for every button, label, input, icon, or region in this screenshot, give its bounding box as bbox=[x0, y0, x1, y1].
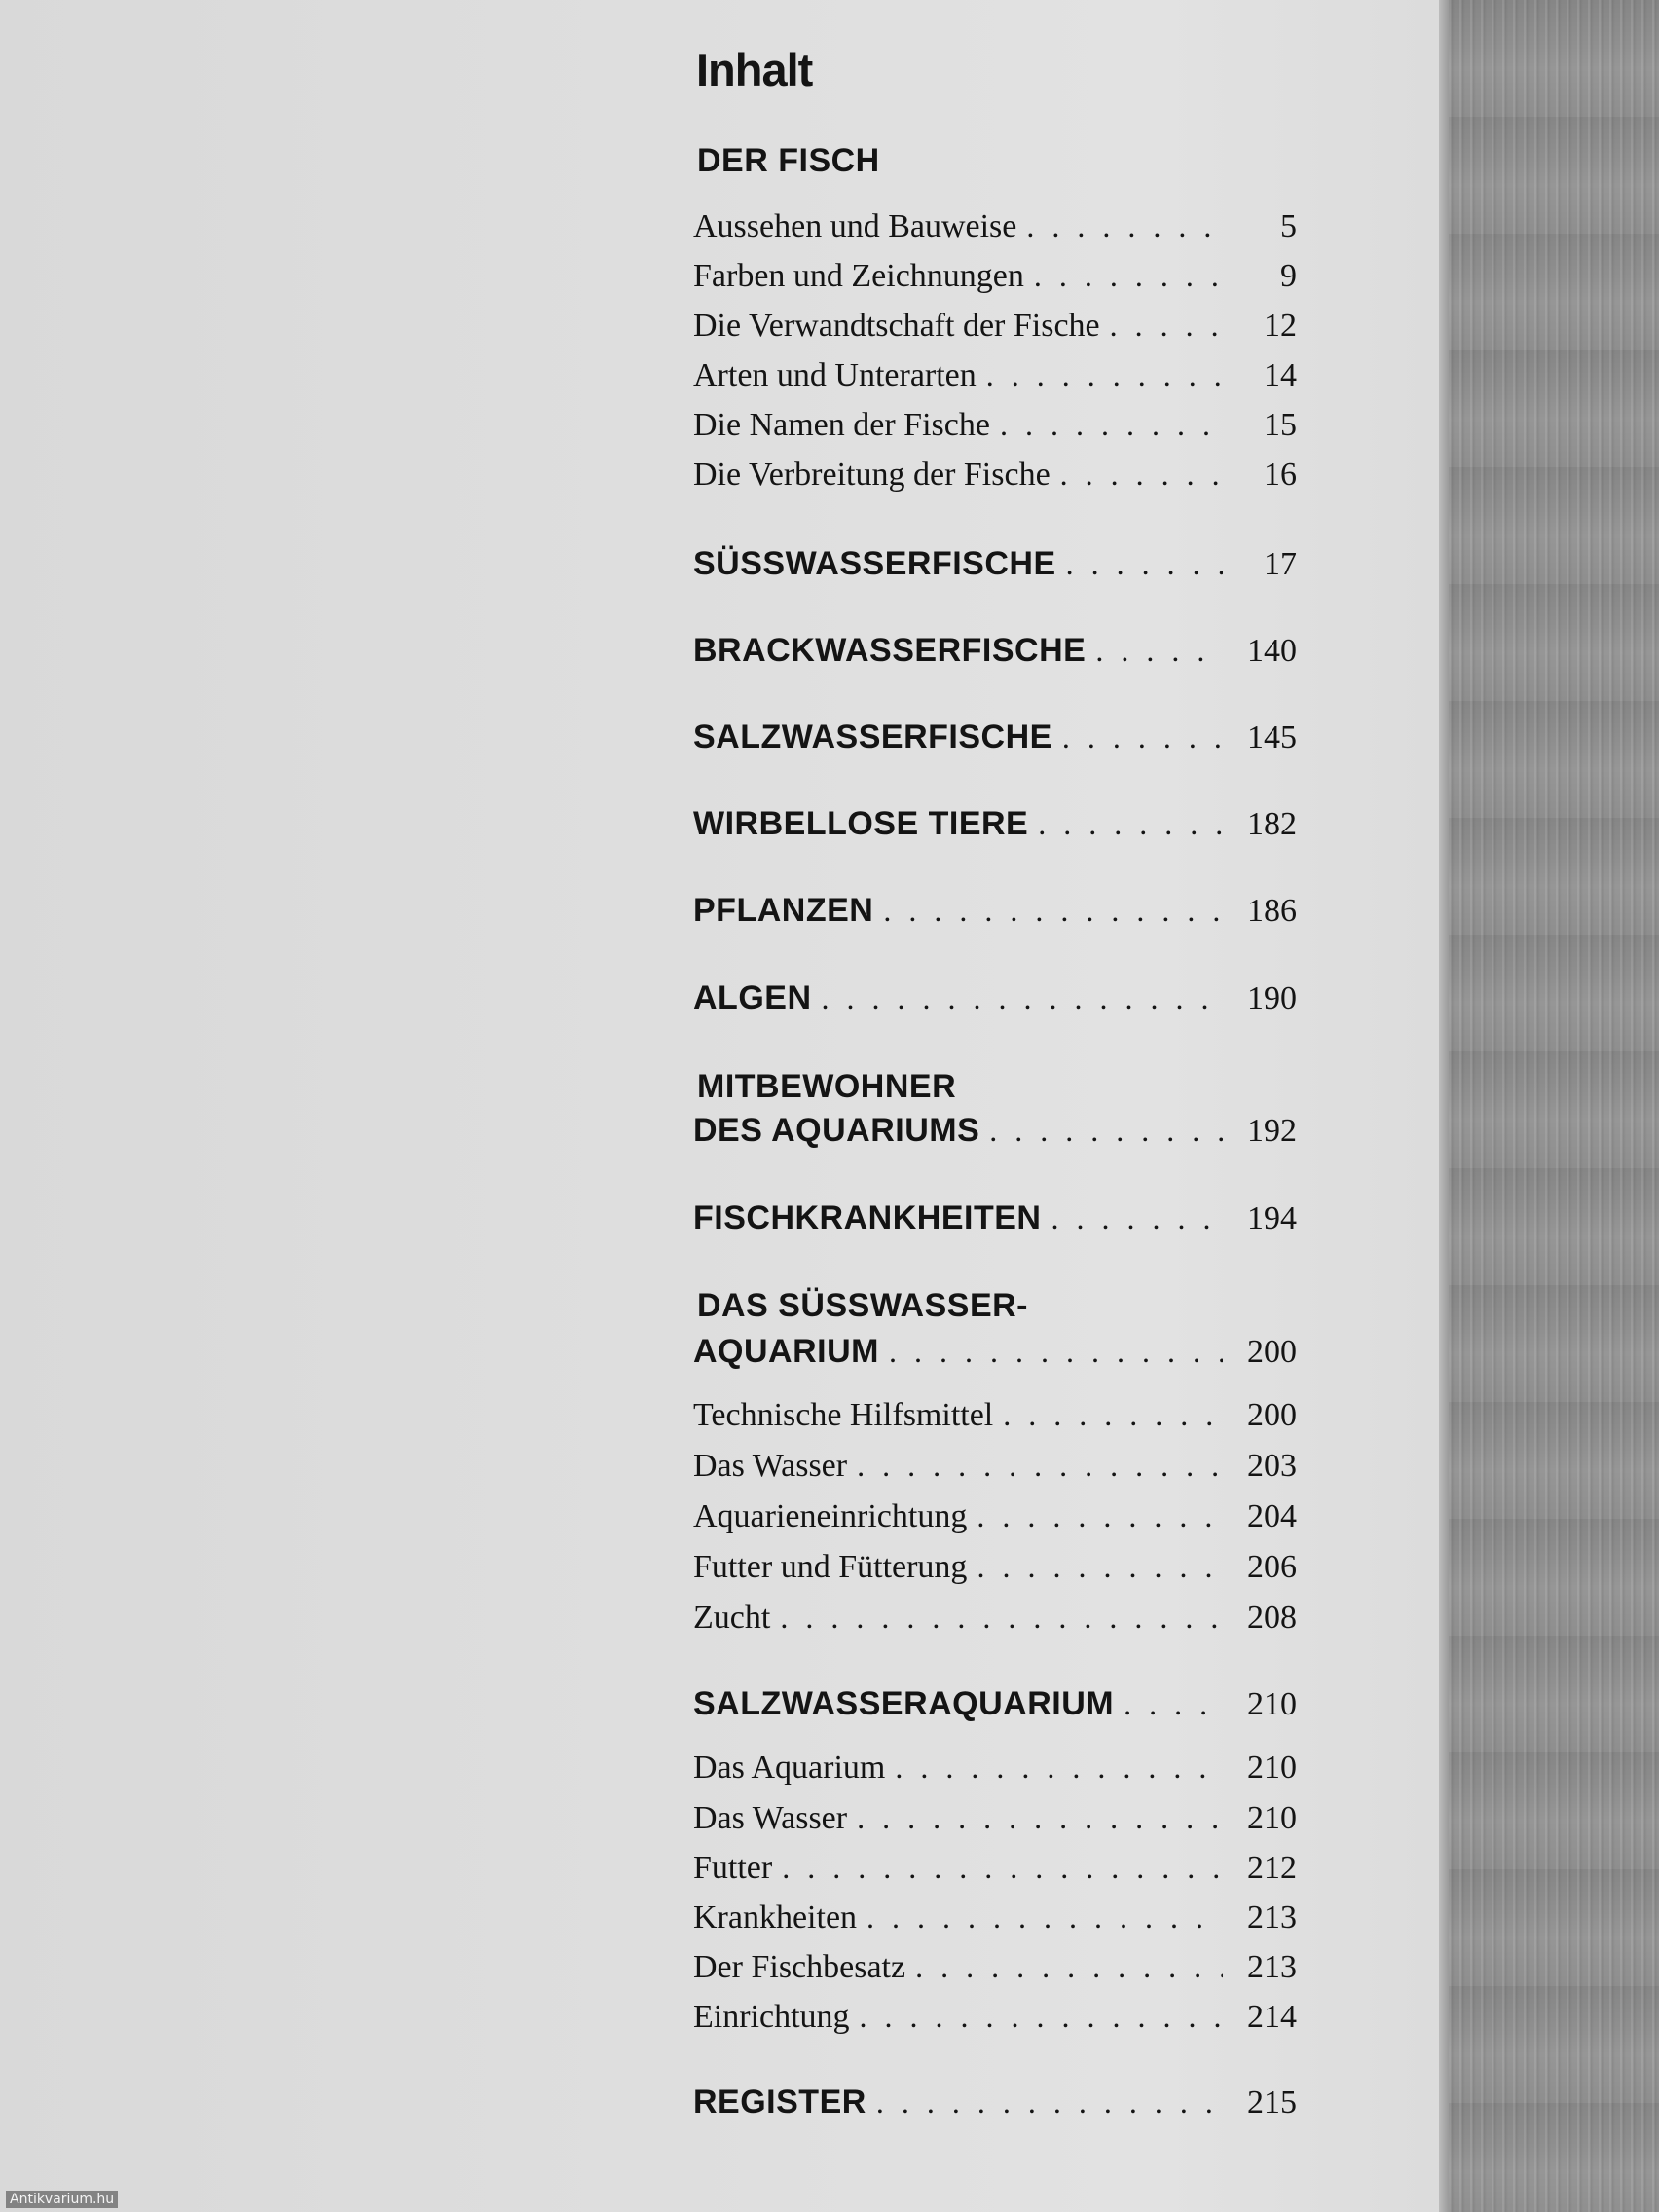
entry-page: 200 bbox=[1247, 1397, 1297, 1433]
leader-dots bbox=[1095, 633, 1223, 669]
leader-dots bbox=[1003, 1397, 1223, 1433]
toc-row bbox=[693, 357, 1297, 406]
toc-row bbox=[693, 892, 1297, 940]
entry-page: 140 bbox=[1247, 633, 1297, 669]
leader-dots bbox=[989, 1113, 1223, 1149]
toc-row bbox=[693, 632, 1297, 681]
toc-row bbox=[693, 208, 1297, 257]
leader-dots bbox=[1026, 208, 1223, 244]
leader-dots bbox=[986, 357, 1223, 393]
entry-label: Farben und Zeichnungen bbox=[693, 258, 1024, 294]
entry-label: Krankheiten bbox=[693, 1899, 858, 1936]
entry-page: 210 bbox=[1247, 1750, 1297, 1786]
toc-row bbox=[693, 1397, 1297, 1446]
toc-row bbox=[693, 1333, 1297, 1382]
entry-page: 210 bbox=[1247, 1686, 1297, 1722]
leader-dots bbox=[780, 1600, 1223, 1636]
entry-label: FISCHKRANKHEITEN bbox=[693, 1199, 1042, 1236]
entry-label: Das Wasser bbox=[693, 1800, 848, 1836]
toc-row bbox=[693, 1498, 1297, 1547]
leader-dots bbox=[782, 1850, 1223, 1886]
leader-dots bbox=[1000, 407, 1223, 443]
entry-page: 214 bbox=[1247, 1999, 1297, 2035]
toc-row bbox=[693, 1850, 1297, 1899]
entry-page: 9 bbox=[1280, 258, 1297, 294]
leader-dots bbox=[1038, 806, 1223, 842]
leader-dots bbox=[1124, 1686, 1223, 1722]
toc-row bbox=[693, 1112, 1297, 1161]
entry-label: BRACKWASSERFISCHE bbox=[693, 632, 1087, 669]
entry-label: REGISTER bbox=[693, 2083, 866, 2120]
entry-page: 200 bbox=[1247, 1334, 1297, 1370]
toc-row bbox=[693, 457, 1297, 505]
leader-dots bbox=[1110, 308, 1223, 344]
section-heading-mitbewohner: MITBEWOHNER bbox=[697, 1068, 957, 1105]
leader-dots bbox=[1051, 1200, 1223, 1236]
entry-page: 192 bbox=[1247, 1113, 1297, 1149]
entry-label: Das Wasser bbox=[693, 1448, 848, 1484]
section-heading-das-suesswasser: DAS SÜSSWASSER- bbox=[697, 1287, 1028, 1324]
toc-row bbox=[693, 1199, 1297, 1248]
entry-label: SÜSSWASSERFISCHE bbox=[693, 545, 1056, 582]
entry-page: 15 bbox=[1264, 407, 1297, 443]
entry-page: 204 bbox=[1247, 1498, 1297, 1534]
entry-label: SALZWASSERFISCHE bbox=[693, 719, 1052, 756]
leader-dots bbox=[1034, 258, 1223, 294]
toc-row bbox=[693, 1549, 1297, 1598]
entry-label: Das Aquarium bbox=[693, 1750, 886, 1786]
entry-page: 17 bbox=[1264, 546, 1297, 582]
entry-label: AQUARIUM bbox=[693, 1333, 879, 1370]
leader-dots bbox=[860, 1999, 1223, 2035]
page-edge-shadow bbox=[1439, 0, 1449, 2212]
toc-row bbox=[693, 545, 1297, 594]
entry-label: Zucht bbox=[693, 1600, 771, 1636]
toc-row bbox=[693, 1685, 1297, 1734]
toc-row bbox=[693, 1899, 1297, 1948]
entry-page: 16 bbox=[1264, 457, 1297, 493]
entry-label: ALGEN bbox=[693, 979, 812, 1016]
toc-row bbox=[693, 719, 1297, 767]
wood-background bbox=[1449, 0, 1659, 2212]
watermark: Antikvarium.hu bbox=[6, 2191, 118, 2208]
toc-row bbox=[693, 1999, 1297, 2047]
leader-dots bbox=[1062, 719, 1223, 756]
entry-label: Technische Hilfsmittel bbox=[693, 1397, 994, 1433]
entry-page: 212 bbox=[1247, 1850, 1297, 1886]
entry-label: PFLANZEN bbox=[693, 892, 874, 929]
leader-dots bbox=[1066, 546, 1223, 582]
leader-dots bbox=[895, 1750, 1223, 1786]
entry-page: 194 bbox=[1247, 1200, 1297, 1236]
entry-page: 210 bbox=[1247, 1800, 1297, 1836]
leader-dots bbox=[876, 2084, 1223, 2120]
entry-label: Die Verwandtschaft der Fische bbox=[693, 308, 1100, 344]
leader-dots bbox=[857, 1800, 1223, 1836]
entry-page: 203 bbox=[1247, 1448, 1297, 1484]
entry-page: 208 bbox=[1247, 1600, 1297, 1636]
entry-label: Die Namen der Fische bbox=[693, 407, 990, 443]
leader-dots bbox=[866, 1899, 1223, 1936]
entry-page: 182 bbox=[1247, 806, 1297, 842]
toc-row bbox=[693, 805, 1297, 854]
entry-label: Aussehen und Bauweise bbox=[693, 208, 1017, 244]
entry-page: 186 bbox=[1247, 893, 1297, 929]
leader-dots bbox=[889, 1334, 1223, 1370]
entry-page: 14 bbox=[1264, 357, 1297, 393]
leader-dots bbox=[857, 1448, 1223, 1484]
toc-row bbox=[693, 2083, 1297, 2132]
leader-dots bbox=[915, 1949, 1223, 1985]
entry-page: 206 bbox=[1247, 1549, 1297, 1585]
leader-dots bbox=[977, 1498, 1223, 1534]
toc-title: Inhalt bbox=[696, 44, 813, 95]
toc-row bbox=[693, 258, 1297, 307]
leader-dots bbox=[1060, 457, 1223, 493]
entry-page: 213 bbox=[1247, 1899, 1297, 1936]
toc-row bbox=[693, 308, 1297, 356]
toc-row bbox=[693, 407, 1297, 456]
entry-page: 213 bbox=[1247, 1949, 1297, 1985]
leader-dots bbox=[822, 980, 1224, 1016]
entry-page: 215 bbox=[1247, 2084, 1297, 2120]
toc-row bbox=[693, 979, 1297, 1028]
entry-label: Die Verbreitung der Fische bbox=[693, 457, 1051, 493]
entry-label: SALZWASSERAQUARIUM bbox=[693, 1685, 1115, 1722]
toc-row bbox=[693, 1750, 1297, 1798]
entry-page: 190 bbox=[1247, 980, 1297, 1016]
leader-dots bbox=[977, 1549, 1223, 1585]
section-heading-der-fisch: DER FISCH bbox=[697, 142, 880, 179]
toc-row bbox=[693, 1600, 1297, 1648]
entry-label: Aquarieneinrichtung bbox=[693, 1498, 968, 1534]
entry-label: Einrichtung bbox=[693, 1999, 850, 2035]
entry-label: WIRBELLOSE TIERE bbox=[693, 805, 1029, 842]
entry-page: 12 bbox=[1264, 308, 1297, 344]
toc-row bbox=[693, 1800, 1297, 1849]
leader-dots bbox=[883, 893, 1223, 929]
toc-row bbox=[693, 1448, 1297, 1496]
entry-page: 145 bbox=[1247, 719, 1297, 756]
toc-row bbox=[693, 1949, 1297, 1998]
entry-label: Futter bbox=[693, 1850, 773, 1886]
entry-label: Der Fischbesatz bbox=[693, 1949, 906, 1985]
entry-label: Arten und Unterarten bbox=[693, 357, 977, 393]
entry-page: 5 bbox=[1280, 208, 1297, 244]
entry-label: DES AQUARIUMS bbox=[693, 1112, 980, 1149]
entry-label: Futter und Fütterung bbox=[693, 1549, 968, 1585]
